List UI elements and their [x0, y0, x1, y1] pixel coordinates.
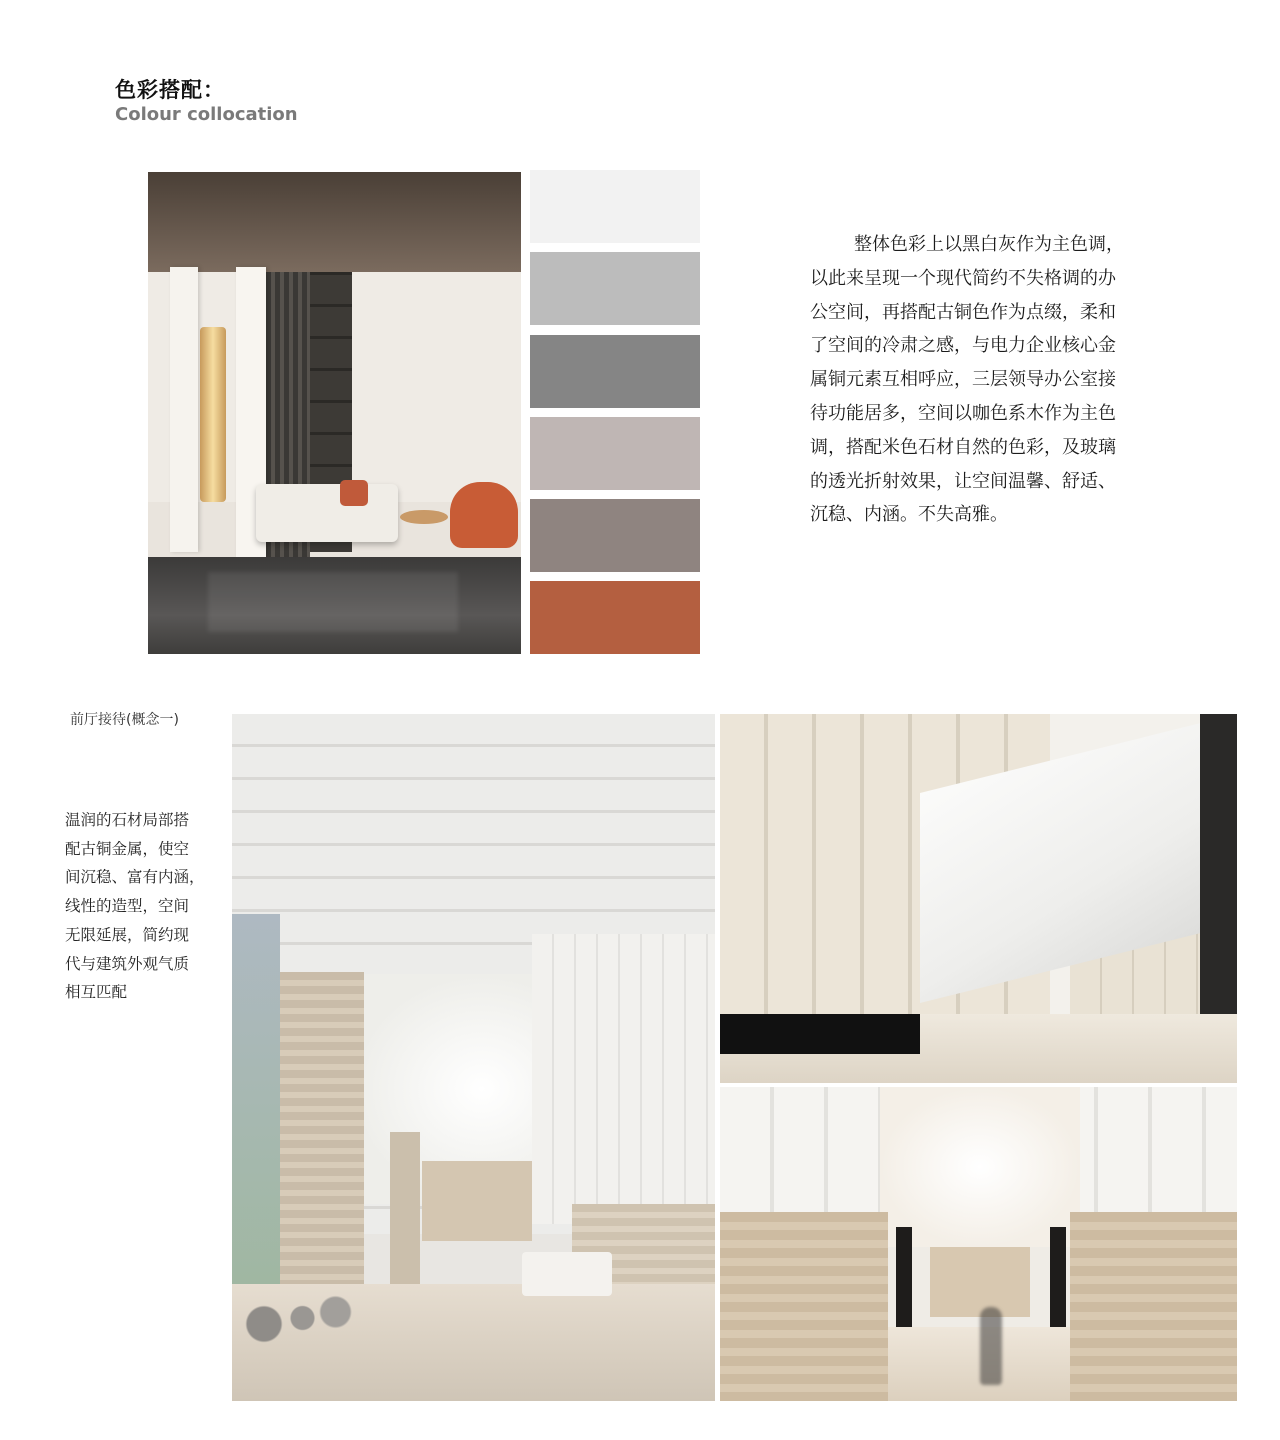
color-swatch [530, 499, 700, 572]
section-line: 线性的造型，空间 [65, 897, 190, 916]
section-line: 无限延展，简约现 [65, 925, 190, 944]
description-line: 调，搭配米色石材自然的色彩，及玻璃 [810, 436, 1116, 458]
color-swatch [530, 252, 700, 325]
page-title: 色彩搭配： [115, 78, 225, 102]
description-line: 待功能居多，空间以咖色系木作为主色 [810, 402, 1116, 424]
color-swatch [530, 170, 700, 243]
color-swatch [530, 581, 700, 654]
lobby-photo-elevator [720, 1087, 1237, 1401]
section-line: 配古铜金属，使空 [65, 839, 190, 858]
description-line: 了空间的冷肃之感，与电力企业核心金 [810, 335, 1116, 357]
color-description [810, 228, 1140, 532]
section-label: 前厅接待(概念一) [70, 712, 179, 728]
section-description [65, 806, 205, 1007]
section-line: 温润的石材局部搭 [65, 811, 190, 829]
section-line: 相互匹配 [65, 983, 128, 1002]
description-line: 以此来呈现一个现代简约不失格调的办 [810, 267, 1116, 289]
lobby-photo-hall [720, 714, 1237, 1083]
lobby-photo-main [232, 714, 715, 1401]
description-line: 沉稳、内涵。不失高雅。 [810, 504, 1008, 526]
description-line: 属铜元素互相呼应，三层领导办公室接 [810, 369, 1116, 391]
description-line: 的透光折射效果，让空间温馨、舒适、 [810, 470, 1116, 492]
description-line: 公空间，再搭配古铜色作为点缀，柔和 [810, 301, 1116, 323]
section-line: 间沉稳、富有内涵， [65, 868, 205, 887]
page-subtitle: Colour collocation [115, 104, 298, 125]
color-swatch [530, 335, 700, 408]
description-line: 整体色彩上以黑白灰作为主色调， [854, 234, 1124, 255]
section-line: 代与建筑外观气质 [65, 954, 190, 973]
color-swatch [530, 417, 700, 490]
lounge-photo [148, 172, 521, 654]
